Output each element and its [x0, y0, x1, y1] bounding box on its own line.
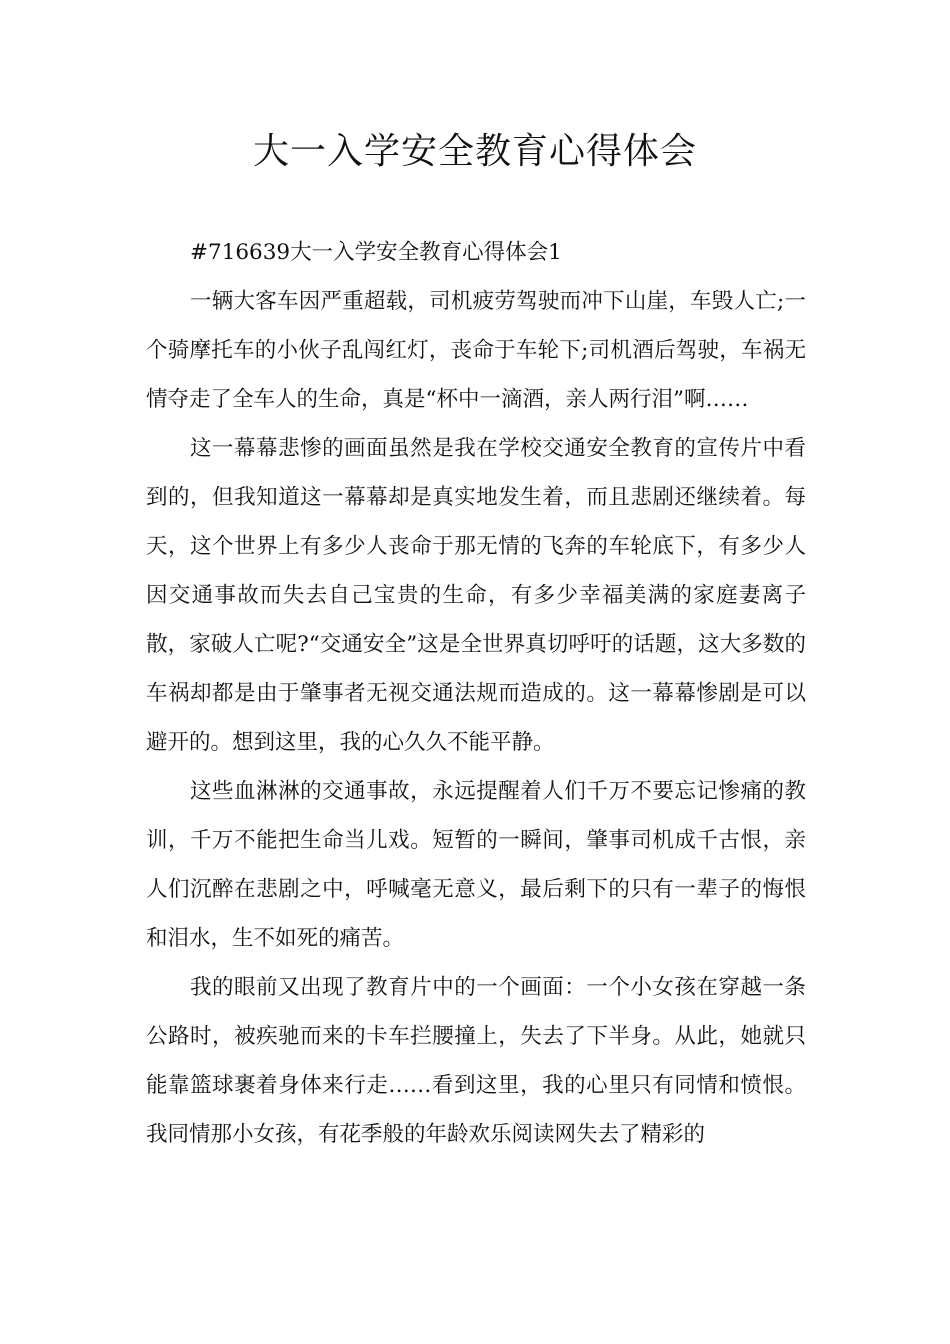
document-body — [146, 228, 806, 1159]
paragraph-4: 我的眼前又出现了教育片中的一个画面：一个小女孩在穿越一条公路时，被疾驰而来的卡车拦腰撞上，失去了下半身。从此，她就只能靠篮球裹着身体来行走……看到这里，我的心里只有同情和愤恨。我同情那小女孩，有花季般的年龄欢乐阅读网失去了精彩的 — [146, 975, 806, 1147]
section-heading: #716639大一入学安全教育心得体会1 — [190, 240, 562, 265]
paragraph-2: 这一幕幕悲惨的画面虽然是我在学校交通安全教育的宣传片中看到的，但我知道这一幕幕却是真实地发生着，而且悲剧还继续着。每天，这个世界上有多少人丧命于那无情的飞奔的车轮底下，有多少人因交通事故而失去自己宝贵的生命，有多少幸福美满的家庭妻离子散，家破人亡呢?“交通安全”这是全世界真切呼吁的话题，这大多数的车祸却都是由于肇事者无视交通法规而造成的。这一幕幕惨剧是可以避开的。想到这里，我的心久久不能平静。 — [146, 436, 806, 755]
paragraph-3: 这些血淋淋的交通事故，永远提醒着人们千万不要忘记惨痛的教训，千万不能把生命当儿戏。短暂的一瞬间，肇事司机成千古恨，亲人们沉醉在悲剧之中，呼喊毫无意义，最后剩下的只有一辈子的悔恨和泪水，生不如死的痛苦。 — [146, 779, 806, 951]
document-title: 大一入学安全教育心得体会 — [252, 131, 697, 172]
paragraph-1: 一辆大客车因严重超载，司机疲劳驾驶而冲下山崖，车毁人亡;一个骑摩托车的小伙子乱闯红灯，丧命于车轮下;司机酒后驾驶，车祸无情夺走了全车人的生命，真是“杯中一滴酒，亲人两行泪”啊…… — [146, 289, 806, 412]
